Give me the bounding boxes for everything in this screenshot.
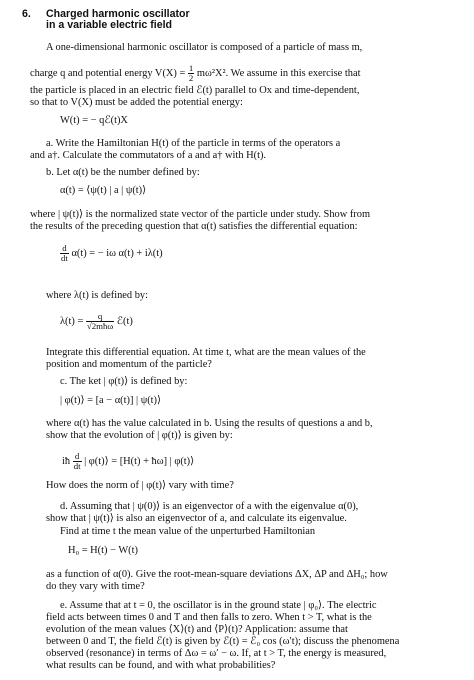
evolution-lhs: iħ [62,456,73,468]
part-b-line-6: position and momentum of the particle? [46,359,212,370]
intro-line-2-end: mω²X². We assume in this exercise that [194,68,361,80]
section-title-line-1: Charged harmonic oscillator [46,8,190,20]
equation-alpha: α(t) = ⟨ψ(t) | a | ψ(t)⟩ [60,185,147,196]
equation-unperturbed-hamiltonian: H₀ = H(t) − W(t) [68,545,138,556]
lambda-fraction [86,312,114,331]
part-b-line-4: where λ(t) is defined by: [46,290,148,301]
part-b-line-2: where | ψ(t)⟩ is the normalized state vector of the particle under study. Show from [30,209,371,220]
part-e-line-2: field acts between times 0 and T and then falls to zero. When t > T, what is the [46,612,372,623]
equation-potential-energy: W(t) = − qℰ(t)X [60,115,128,126]
part-d-line-2: show that | ψ(t)⟩ is also an eigenvector of a, and calculate its eigenvalue. [46,513,347,524]
part-b-line-3: the results of the preceding question that α(t) satisfies the differential equation: [30,221,358,232]
derivative-numerator: d [60,244,69,254]
equation-phi: | φ(t)⟩ = [a − α(t)] | ψ(t)⟩ [60,395,162,406]
intro-line-2-start: charge q and potential energy V(X) = [30,68,188,80]
equation-lambda [60,312,133,331]
derivative-denominator: dt [61,253,68,264]
part-e-line-5: observed (resonance) in terms of Δω = ω′ − ω. If, at t > T, the energy is measured, [46,648,387,659]
evolution-derivative-fraction [73,452,82,471]
evolution-rhs: | φ(t)⟩ = [H(t) + ħω] | φ(t)⟩ [81,456,195,468]
part-e-line-4: between 0 and T, the field ℰ(t) is given by ℰ(t) = ℰ₀ cos (ω′t); discuss the phenomena [46,636,400,647]
part-b-line-1: b. Let α(t) be the number defined by: [46,167,200,178]
lambda-numerator: q [86,312,114,322]
part-d-line-4: as a function of α(0). Give the root-mean-square deviations ΔX, ΔP and ΔH₀; how [46,569,388,580]
part-c-line-4: How does the norm of | φ(t)⟩ vary with time? [46,480,234,491]
part-e-line-3: evolution of the mean values ⟨X⟩(t) and ⟨P⟩(t)? Application: assume that [46,624,348,635]
alpha-derivative-rhs: α(t) = − iω α(t) + iλ(t) [68,248,163,260]
time-derivative-fraction [60,244,69,263]
part-c-line-3: show that the evolution of | φ(t)⟩ is given by: [46,430,233,441]
equation-phi-evolution [62,452,194,471]
part-d-line-1: d. Assuming that | ψ(0)⟩ is an eigenvector of a with the eigenvalue α(0), [60,501,359,512]
evolution-denominator: dt [73,461,81,472]
fraction-denominator: 2 [188,73,194,84]
part-c-line-1: c. The ket | φ(t)⟩ is defined by: [60,376,188,387]
intro-line-2 [30,64,360,83]
part-c-line-2: where α(t) has the value calculated in b. Using the results of questions a and b, [46,418,373,429]
part-d-line-5: do they vary with time? [46,581,145,592]
lambda-rhs: ℰ(t) [114,316,133,328]
fraction-numerator: 1 [188,63,194,73]
part-e-line-6: what results can be found, and with what probabilities? [46,660,276,671]
part-a-line-2: and a†. Calculate the commutators of a and a† with H(t). [30,150,267,161]
equation-alpha-derivative [60,244,163,263]
part-d-line-3: Find at time t the mean value of the unperturbed Hamiltonian [60,526,316,537]
intro-line-1: A one-dimensional harmonic oscillator is composed of a particle of mass m, [46,42,363,53]
intro-line-4: so that to V(X) must be added the potential energy: [30,97,243,108]
part-b-line-5: Integrate this differential equation. At time t, what are the mean values of the [46,347,366,358]
lambda-lhs: λ(t) = [60,316,86,328]
part-a-line-1: a. Write the Hamiltonian H(t) of the particle in terms of the operators a [46,138,341,149]
evolution-numerator: d [73,452,82,462]
section-title-line-2: in a variable electric field [46,19,173,31]
lambda-denominator: √2mħω [86,321,114,332]
intro-line-3: the particle is placed in an electric field ℰ(t) parallel to Ox and time-dependent, [30,85,360,96]
part-e-line-1: e. Assume that at t = 0, the oscillator is in the ground state | φ₀⟩. The electric [60,600,377,611]
section-number: 6. [22,8,31,20]
